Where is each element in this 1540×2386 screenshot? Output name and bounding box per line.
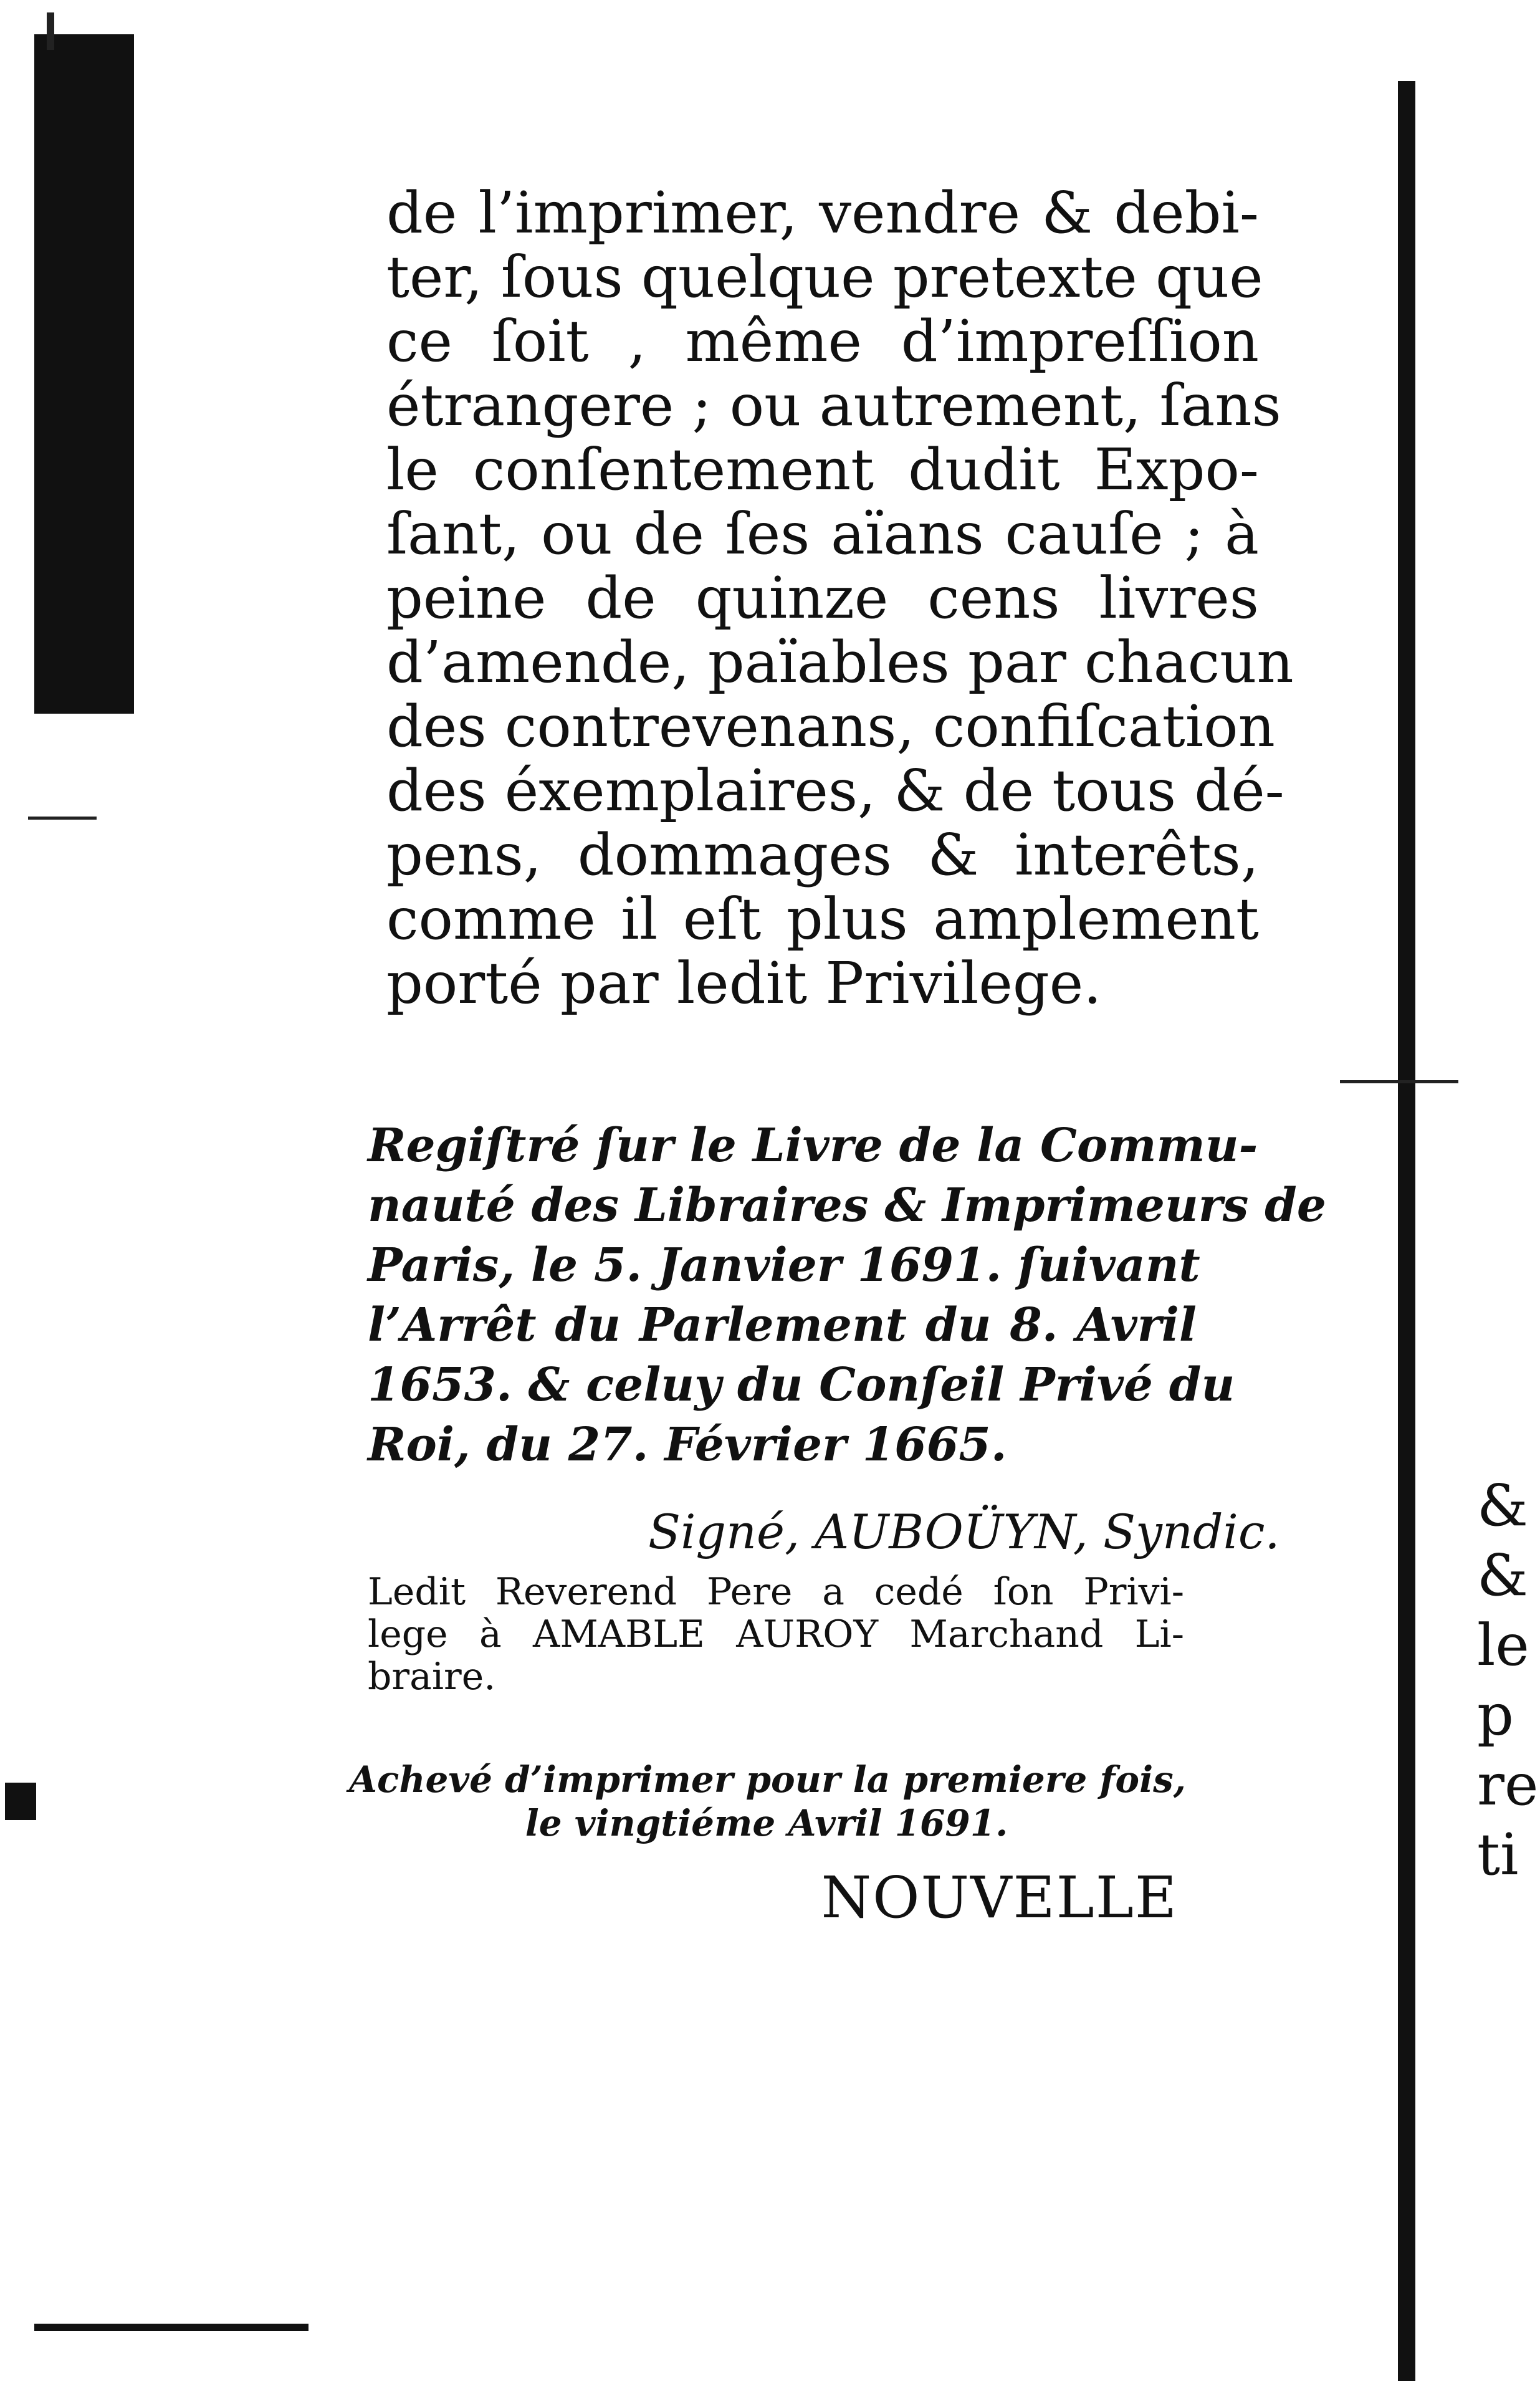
registration-note [368,1116,1326,1475]
transfer-note [368,1571,1184,1698]
text-line: le conſentement dudit Expo- [386,436,1259,503]
text-line: ſant, ou de ſes aïans cauſe ; à [386,501,1259,567]
bleed-line: ti [1477,1821,1519,1888]
text-line: de l’imprimer, vendre & debi- [386,180,1259,246]
registration-line: Regiſtré ſur le Livre de la Commu- [368,1119,1258,1172]
left-binding-edge [34,34,134,714]
text-line: d’amende, païables par chacun [386,629,1294,696]
bleed-line: re [1477,1751,1539,1818]
text-line: pens, dommages & interêts, [386,822,1259,888]
left-binding-thread [47,12,54,50]
bottom-rule [34,2324,308,2331]
transfer-line: Ledit Reverend Pere a cedé ſon Privi- [368,1570,1184,1614]
right-page-edge [1398,81,1415,2381]
text-line: ce ſoit , même d’impreſſion [386,308,1259,375]
registration-line: nauté des Libraires & Imprimeurs de [368,1179,1326,1232]
text-line: peine de quinze cens livres [386,565,1259,631]
bleed-line: & [1477,1542,1528,1609]
bleed-line: le [1477,1612,1529,1679]
registration-line: l’Arrêt du Parlement du 8. Avril [368,1298,1197,1352]
signature-line: Signé, AUBOÜYN, Syndic. [648,1504,1280,1560]
printing-completion-note [349,1758,1184,1845]
left-margin-mark [5,1783,36,1820]
facing-page-bleed [1477,1471,1539,1890]
catchword: NOUVELLE [821,1864,1178,1931]
text-line: comme il eſt plus amplement [386,886,1259,952]
left-margin-dash [28,817,97,820]
text-line: des éxemplaires, & de tous dé- [386,757,1284,824]
completion-line: le vingtiéme Avril 1691. [525,1802,1008,1844]
registration-line: Paris, le 5. Janvier 1691. ſuivant [368,1239,1200,1292]
bleed-line: p [1477,1682,1514,1748]
right-margin-dash [1340,1080,1458,1083]
registration-line: 1653. & celuy du Conſeil Privé du [368,1358,1235,1412]
text-line: ter, ſous quelque pretexte que [386,244,1263,310]
registration-line: Roi, du 27. Février 1665. [368,1418,1007,1472]
completion-line: Achevé d’imprimer pour la premiere fois, [349,1758,1186,1801]
transfer-line: braire. [368,1655,496,1698]
transfer-line: lege à AMABLE AUROY Marchand Li- [368,1612,1184,1656]
bleed-line: & [1477,1472,1528,1539]
text-line: porté par ledit Privilege. [386,950,1102,1017]
text-line: étrangere ; ou autrement, ſans [386,372,1281,439]
text-line: des contrevenans, confiſcation [386,693,1275,760]
privilege-text [386,180,1294,1017]
